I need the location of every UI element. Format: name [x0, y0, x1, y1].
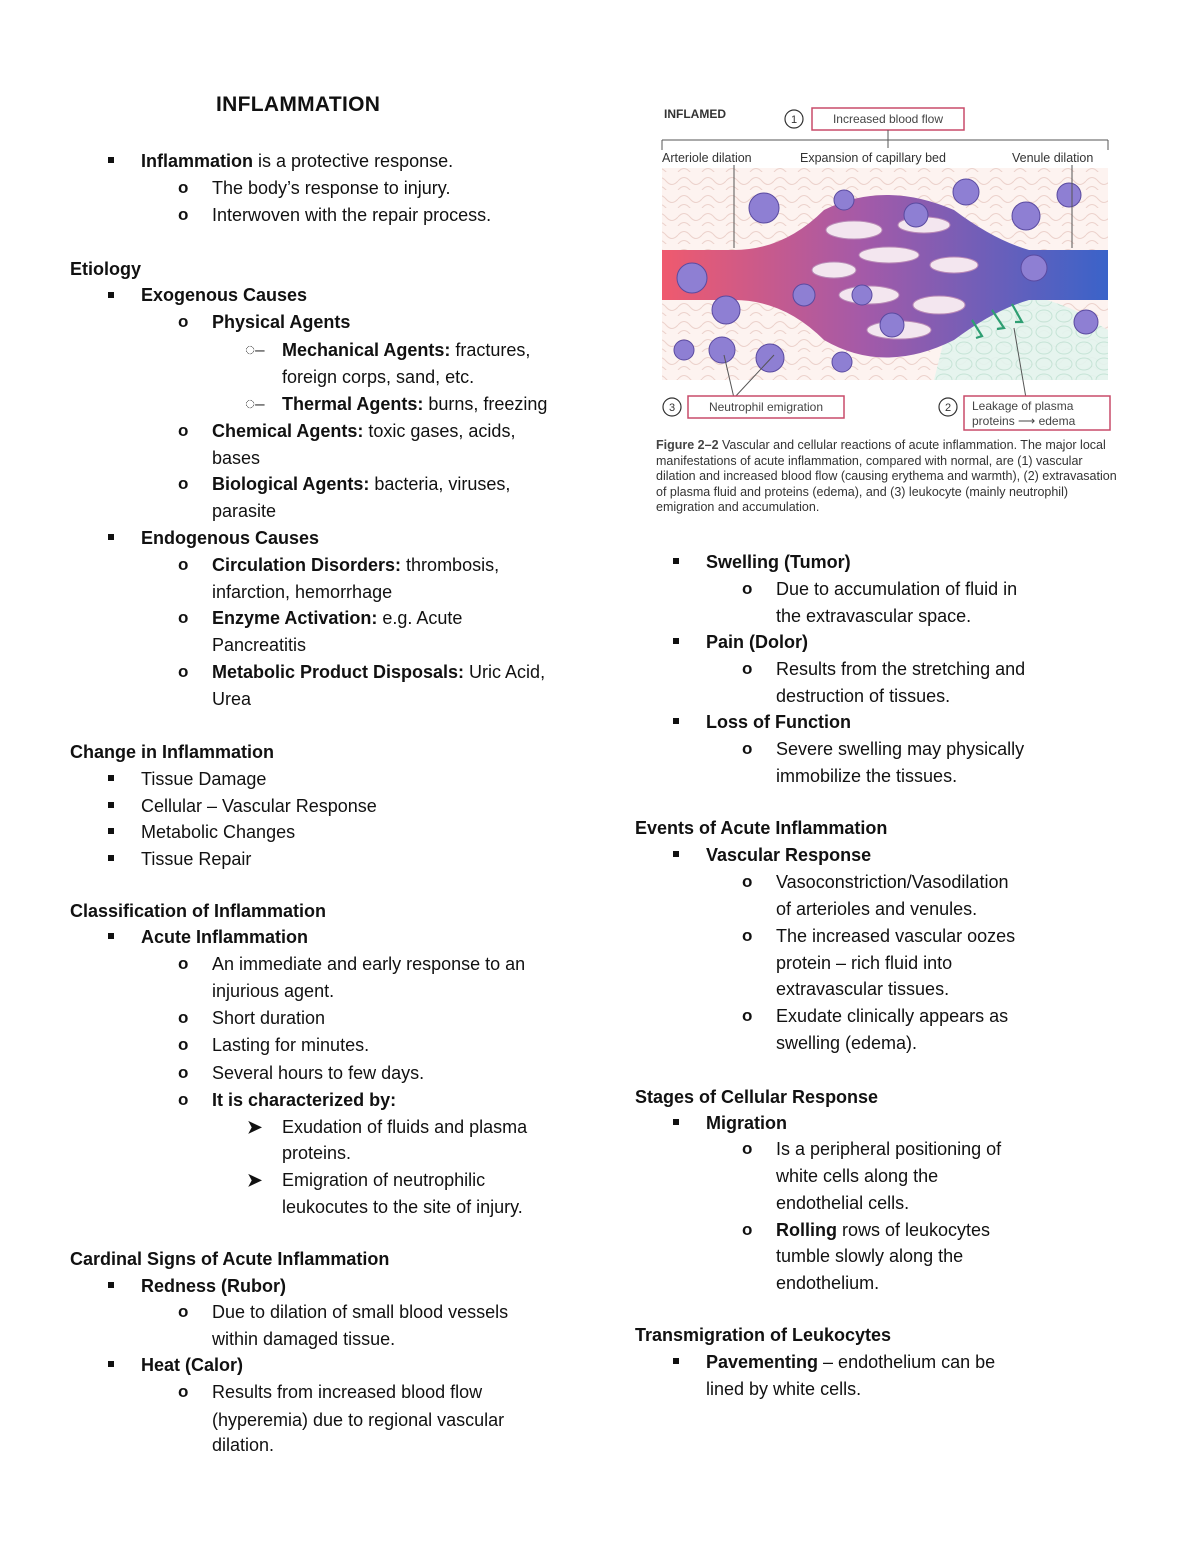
- square-bullet-icon: [108, 933, 114, 939]
- pain-desc: Results from the stretching and: [776, 659, 1026, 679]
- circle-bullet-icon: o: [178, 1063, 189, 1082]
- thermal-agents: Thermal Agents: burns, freezing: [282, 394, 548, 414]
- swelling-desc-cont: the extravascular space.: [776, 606, 972, 626]
- arteriole-dilation-label: Arteriole dilation: [662, 151, 752, 165]
- circle-bullet-icon: o: [178, 421, 189, 440]
- change-item: Metabolic Changes: [141, 822, 296, 842]
- migration-point-1-cont-2: endothelial cells.: [776, 1193, 910, 1213]
- square-bullet-icon: [108, 828, 114, 834]
- increased-blood-flow-label: Increased blood flow: [832, 112, 944, 126]
- circle-bullet-icon: o: [742, 579, 753, 598]
- circle-bullet-icon: o: [178, 954, 189, 973]
- vascular-point-2-cont: protein – rich fluid into: [776, 953, 953, 973]
- circle-bullet-icon: o: [178, 608, 189, 627]
- square-bullet-icon: [108, 1282, 114, 1288]
- loss-desc-cont: immobilize the tissues.: [776, 766, 958, 786]
- swelling-desc: Due to accumulation of fluid in: [776, 579, 1018, 599]
- intro-statement: Inflammation is a protective response.: [141, 151, 454, 171]
- step-1-number: 1: [790, 114, 798, 126]
- acute-point-2: Short duration: [212, 1008, 326, 1028]
- page-title: INFLAMMATION: [216, 93, 381, 116]
- acute-point-1-cont: injurious agent.: [212, 981, 335, 1001]
- square-bullet-icon: [673, 851, 679, 857]
- circle-bullet-icon: o: [178, 662, 189, 681]
- chemical-agents: Chemical Agents: toxic gases, acids,: [212, 421, 516, 441]
- arrowhead-bullet-icon: ➤: [247, 1117, 263, 1137]
- acute-point-3: Lasting for minutes.: [212, 1035, 370, 1055]
- classification-heading: Classification of Inflammation: [70, 901, 327, 921]
- step-2-number: 2: [944, 402, 952, 414]
- pain: Pain (Dolor): [706, 632, 808, 652]
- circle-bullet-icon: o: [178, 474, 189, 493]
- square-bullet-icon: [108, 157, 114, 163]
- circle-bullet-icon: o: [742, 1220, 753, 1239]
- circulation-disorders-cont: infarction, hemorrhage: [212, 582, 393, 602]
- heat: Heat (Calor): [141, 1355, 244, 1375]
- circle-bullet-icon: o: [178, 178, 189, 197]
- circle-bullet-icon: o: [178, 1382, 189, 1401]
- enzyme-activation: Enzyme Activation: e.g. Acute: [212, 608, 463, 628]
- circulation-disorders: Circulation Disorders: thrombosis,: [212, 555, 500, 575]
- circle-bullet-icon: o: [178, 1008, 189, 1027]
- biological-agents-cont: parasite: [212, 501, 277, 521]
- migration-point-2-cont: tumble slowly along the: [776, 1246, 964, 1266]
- migration-point-1-cont: white cells along the: [776, 1166, 939, 1186]
- pavementing: Pavementing – endothelium can be: [706, 1352, 996, 1372]
- intro-sub-1: The body’s response to injury.: [212, 178, 451, 198]
- migration-point-2-cont-2: endothelium.: [776, 1273, 880, 1293]
- square-bullet-icon: [673, 1358, 679, 1364]
- migration-point-2: Rolling rows of leukocytes: [776, 1220, 991, 1240]
- circle-bullet-icon: o: [178, 205, 189, 224]
- square-bullet-icon: [673, 718, 679, 724]
- vascular-point-3-cont: swelling (edema).: [776, 1033, 918, 1053]
- metabolic-product-disposals-cont: Urea: [212, 689, 252, 709]
- circle-bullet-icon: o: [742, 1006, 753, 1025]
- acute-point-4: Several hours to few days.: [212, 1063, 425, 1083]
- square-bullet-icon: [108, 1361, 114, 1367]
- heat-desc-cont-2: dilation.: [212, 1435, 275, 1455]
- heat-desc-cont: (hyperemia) due to regional vascular: [212, 1410, 505, 1430]
- vascular-point-2-cont-2: extravascular tissues.: [776, 979, 950, 999]
- biological-agents: Biological Agents: bacteria, viruses,: [212, 474, 511, 494]
- chemical-agents-cont: bases: [212, 448, 261, 468]
- loss-desc: Severe swelling may physically: [776, 739, 1025, 759]
- step-3-number: 3: [668, 402, 676, 414]
- intro-sub-2: Interwoven with the repair process.: [212, 205, 492, 225]
- exogenous-causes: Exogenous Causes: [141, 285, 308, 305]
- mechanical-agents-cont: foreign corps, sand, etc.: [282, 367, 475, 387]
- circle-bullet-icon: o: [178, 312, 189, 331]
- square-bullet-icon: [108, 775, 114, 781]
- square-bullet-icon: [673, 1119, 679, 1125]
- circle-bullet-icon: o: [178, 1090, 189, 1109]
- vascular-point-1: Vasoconstriction/Vasodilation: [776, 872, 1009, 892]
- physical-agents: Physical Agents: [212, 312, 351, 332]
- mechanical-agents: Mechanical Agents: fractures,: [282, 340, 531, 360]
- figure-corner-label: INFLAMED: [664, 107, 726, 121]
- neutrophil-emigration-label: Neutrophil emigration: [708, 400, 824, 414]
- circle-bullet-icon: o: [742, 739, 753, 758]
- change-item: Tissue Damage: [141, 769, 267, 789]
- heat-desc: Results from increased blood flow: [212, 1382, 483, 1402]
- square-bullet-icon: [673, 638, 679, 644]
- square-bullet-icon: [108, 855, 114, 861]
- change-heading: Change in Inflammation: [70, 742, 275, 762]
- capillary-bed-label: Expansion of capillary bed: [800, 151, 946, 165]
- vascular-point-1-cont: of arterioles and venules.: [776, 899, 978, 919]
- square-bullet-icon: [108, 802, 114, 808]
- loss-of-function: Loss of Function: [706, 712, 851, 732]
- circle-bullet-icon: o: [742, 872, 753, 891]
- events-heading: Events of Acute Inflammation: [635, 818, 888, 838]
- characteristic-1: Exudation of fluids and plasma: [282, 1117, 528, 1137]
- metabolic-product-disposals: Metabolic Product Disposals: Uric Acid,: [212, 662, 546, 682]
- swelling: Swelling (Tumor): [706, 552, 851, 572]
- cardinal-heading: Cardinal Signs of Acute Inflammation: [70, 1249, 390, 1269]
- stages-heading: Stages of Cellular Response: [635, 1087, 879, 1107]
- dashed-circle-bullet-icon: ◌–: [245, 394, 265, 413]
- pavementing-cont: lined by white cells.: [706, 1379, 862, 1399]
- redness: Redness (Rubor): [141, 1276, 287, 1296]
- circle-bullet-icon: o: [742, 926, 753, 945]
- circle-bullet-icon: o: [178, 1035, 189, 1054]
- dashed-circle-bullet-icon: ◌–: [245, 340, 265, 359]
- migration: Migration: [706, 1113, 787, 1133]
- characteristic-2-cont: leukocutes to the site of injury.: [282, 1197, 523, 1217]
- characteristic-1-cont: proteins.: [282, 1143, 352, 1163]
- venule-dilation-label: Venule dilation: [1012, 151, 1094, 165]
- leakage-label-2: proteins ⟶ edema: [972, 414, 1076, 428]
- vascular-point-2: The increased vascular oozes: [776, 926, 1016, 946]
- change-item: Cellular – Vascular Response: [141, 796, 377, 816]
- redness-desc-cont: within damaged tissue.: [212, 1329, 396, 1349]
- vascular-response: Vascular Response: [706, 845, 872, 865]
- leakage-label-1: Leakage of plasma: [972, 399, 1074, 413]
- acute-point-1: An immediate and early response to an: [212, 954, 526, 974]
- etiology-heading: Etiology: [70, 259, 141, 279]
- pain-desc-cont: destruction of tissues.: [776, 686, 951, 706]
- enzyme-activation-cont: Pancreatitis: [212, 635, 307, 655]
- characteristic-2: Emigration of neutrophilic: [282, 1170, 486, 1190]
- circle-bullet-icon: o: [742, 1139, 753, 1158]
- change-item: Tissue Repair: [141, 849, 252, 869]
- transmigration-heading: Transmigration of Leukocytes: [635, 1325, 892, 1345]
- vascular-point-3: Exudate clinically appears as: [776, 1006, 1009, 1026]
- square-bullet-icon: [673, 558, 679, 564]
- figure-caption: Figure 2–2 Vascular and cellular reactions of acute inflammation. The major local manifestations of acute inflammation, compared with normal, are (1) vascular dilation and increased blood flow (causing erythema and warmth), (2) extravasation of plasma fluid and proteins (edema), and (3) leukocyte (mainly neutrophil) emigration and accumulation.: [656, 438, 1117, 514]
- square-bullet-icon: [108, 534, 114, 540]
- endogenous-causes: Endogenous Causes: [141, 528, 320, 548]
- acute-inflammation: Acute Inflammation: [141, 927, 309, 947]
- acute-point-5: It is characterized by:: [212, 1090, 397, 1110]
- redness-desc: Due to dilation of small blood vessels: [212, 1302, 509, 1322]
- circle-bullet-icon: o: [178, 1302, 189, 1321]
- migration-point-1: Is a peripheral positioning of: [776, 1139, 1002, 1159]
- arrowhead-bullet-icon: ➤: [247, 1170, 263, 1190]
- circle-bullet-icon: o: [742, 659, 753, 678]
- square-bullet-icon: [108, 292, 114, 298]
- circle-bullet-icon: o: [178, 555, 189, 574]
